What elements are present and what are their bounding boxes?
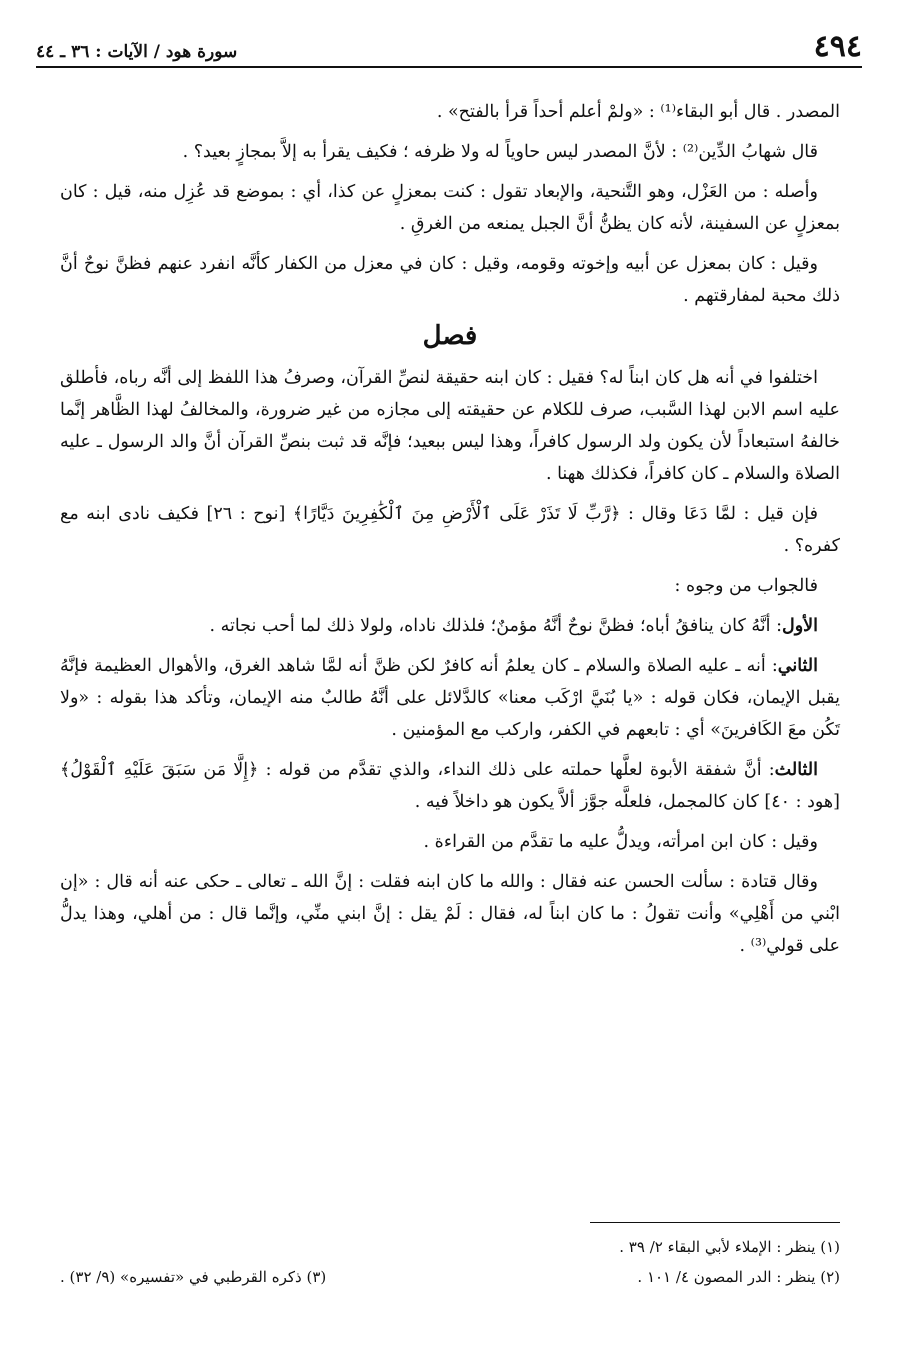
footnotes: [60, 1232, 840, 1292]
footnote-1: (١) ينظر : الإملاء لأبي البقاء ٢/ ٣٩ .: [619, 1238, 840, 1256]
page-header: [36, 28, 862, 68]
paragraph: فالجواب من وجوه :: [674, 576, 818, 596]
paragraph: [60, 650, 840, 746]
point-label: الأول: [781, 616, 818, 636]
point-label: الثاني: [777, 656, 818, 676]
paragraph: قال شهابُ الدِّين⁽²⁾ : لأنَّ المصدر ليس حاوياً له ولا ظرفه ؛ فكيف يقرأ به إلاَّ بمجازٍ بعيد؟ .: [182, 142, 818, 162]
point-text: : أنَّ شفقة الأبوة لعلَّها حملته على ذلك النداء، والذي تقدَّم من قوله : ﴿إِلَّا مَن سَبَقَ عَلَيْهِ ٱلْقَوْلُ﴾ [هود : ٤٠] كان كالمجمل، فلعلَّه جوَّز ألاَّ يكون هو داخلاً فيه .: [60, 760, 840, 812]
footnote-row: [60, 1262, 840, 1292]
paragraph: وأصله : من العَزْل، وهو التَّنحية، والإبعاد تقول : كنت بمعزلٍ عن كذا، أي : بموضع قد عُزِل منه، قيل : كان بمعزلٍ عن السفينة، لأنه كان يظنُّ أنَّ الجبل يمنعه من الغرقِ .: [60, 182, 840, 234]
page-number: ٤٩٤: [813, 29, 862, 64]
footnote-3: (٣) ذكره القرطبي في «تفسيره» (٩/ ٣٢) .: [60, 1268, 327, 1286]
paragraph: اختلفوا في أنه هل كان ابناً له؟ فقيل : كان ابنه حقيقة لنصِّ القرآن، وصرفُ هذا اللفظ إلى أنَّه رباه، فأطلق عليه اسم الابن لهذا السَّبب، صرف للكلام عن حقيقته إلى مجازه من غير ضرورة، والمخالفُ لهذا الظَّاهر إنَّما خالفهُ استبعاداً لأن يكون ولد الرسول كافراً، وهذا ليس ببعيد؛ فإنَّه قد ثبت بنصِّ القرآن أنَّ والد الرسول ـ عليه الصلاة والسلام ـ كان كافراً، فكذلك ههنا .: [60, 368, 840, 484]
paragraph: المصدر . قال أبو البقاء⁽¹⁾ : «ولمْ أعلم أحداً قرأ بالفتح» .: [436, 102, 840, 122]
section-title: فصل: [422, 321, 478, 351]
paragraph: [60, 754, 840, 818]
point-label: الثالث: [774, 760, 818, 780]
point-text: : أنَّهُ كان ينافقُ أباه؛ فظنَّ نوحٌ أنَّهُ مؤمنٌ؛ فلذلك ناداه، ولولا ذلك لما أحب نجاته .: [209, 616, 782, 636]
paragraph: وقيل : كان ابن امرأته، ويدلُّ عليه ما تقدَّم من القراءة .: [423, 832, 818, 852]
paragraph: وقال قتادة : سألت الحسن عنه فقال : والله ما كان ابنه فقلت : إنَّ الله ـ تعالى ـ حكى عنه أنه قال : «إن ابْني من أَهْلِي» وأنت تقولُ : ما كان ابناً له، فقال : لَمْ يقل : إنَّ ابني منِّي، وإنَّما قال : من أهلي، وهذا يدلُّ على قولي⁽³⁾ .: [60, 872, 840, 956]
footnote-2: (٢) ينظر : الدر المصون ٤/ ١٠١ .: [637, 1268, 840, 1286]
running-head: سورة هود / الآيات : ٣٦ ـ ٤٤: [36, 42, 238, 62]
paragraph: فإن قيل : لمَّا دَعَا وقال : ﴿رَّبِّ لَا تَذَرْ عَلَى ٱلْأَرْضِ مِنَ ٱلْكَٰفِرِينَ دَيَّارًا﴾ [نوح : ٢٦] فكيف نادى ابنه مع كفره؟ .: [60, 504, 840, 556]
main-text: [60, 96, 840, 970]
point-text: : أنه ـ عليه الصلاة والسلام ـ كان يعلمُ أنه كافرٌ لكن ظنَّ أنه لمَّا شاهد الغرق، والأهوال العظيمة فإنَّهُ يقبل الإيمان، فكان قوله : «يا بُنَيَّ ارْكَب معنا» كالدَّلائل على أنَّهُ طالبٌ منه الإيمان، وتأكد هذا بقوله : «ولا تَكُن معَ الكَافرينَ» أي : تابعهم في الكفر، واركب مع المؤمنين .: [60, 656, 840, 740]
paragraph: [60, 610, 840, 642]
paragraph: وقيل : كان بمعزل عن أبيه وإخوته وقومه، وقيل : كان في معزل من الكفار كأنَّه انفرد عنهم فظنَّ نوحٌ أنَّ ذلك محبة لمفارقتهم .: [60, 254, 840, 306]
footnote-divider: [590, 1222, 840, 1223]
